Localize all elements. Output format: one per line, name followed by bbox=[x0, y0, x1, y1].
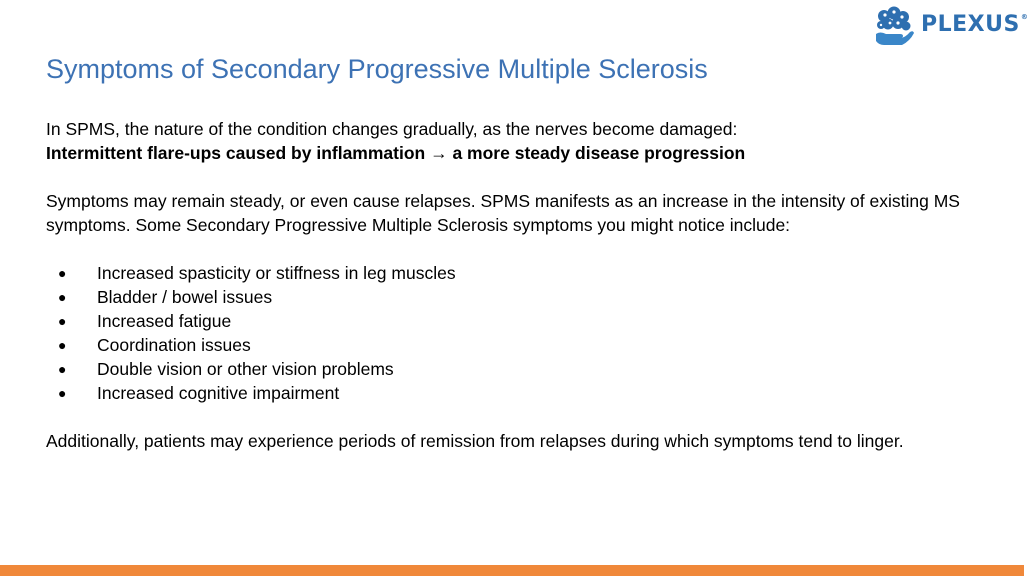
brain-hand-logo-icon bbox=[870, 4, 916, 50]
bullet-icon: ● bbox=[58, 385, 67, 401]
list-item-text: Bladder / bowel issues bbox=[97, 287, 273, 307]
list-item-text: Coordination issues bbox=[97, 335, 251, 355]
bullet-icon: ● bbox=[58, 361, 67, 377]
page-title: Symptoms of Secondary Progressive Multiple Sclerosis bbox=[46, 54, 708, 84]
list-item-text: Increased spasticity or stiffness in leg muscles bbox=[97, 263, 456, 283]
list-item bbox=[46, 381, 986, 405]
list-item-text: Increased cognitive impairment bbox=[97, 383, 340, 403]
emphasis-text: Intermittent flare-ups caused by inflammation → a more steady disease progression bbox=[46, 143, 746, 163]
list-item bbox=[46, 309, 986, 333]
bullet-icon: ● bbox=[58, 289, 67, 305]
closing-paragraph: Additionally, patients may experience periods of remission from relapses during which symptoms tend to linger. bbox=[46, 431, 904, 451]
slide-body bbox=[46, 117, 986, 453]
plexus-logo bbox=[870, 4, 1028, 50]
bullet-icon: ● bbox=[58, 337, 67, 353]
list-item-text: Double vision or other vision problems bbox=[97, 359, 394, 379]
logo-wordmark: PLEXUS® bbox=[921, 11, 1028, 37]
list-item bbox=[46, 357, 986, 381]
symptom-list bbox=[46, 261, 986, 405]
intro-text: In SPMS, the nature of the condition changes gradually, as the nerves become damaged: bbox=[46, 119, 738, 139]
list-item bbox=[46, 285, 986, 309]
list-item bbox=[46, 333, 986, 357]
bottom-accent-bar bbox=[0, 565, 1024, 576]
list-item bbox=[46, 261, 986, 285]
description-paragraph: Symptoms may remain steady, or even cause relapses. SPMS manifests as an increase in the intensity of existing MS symptoms. Some Secondary Progressive Multiple Sclerosis symptoms you might notice include: bbox=[46, 191, 960, 235]
registered-mark: ® bbox=[1020, 12, 1028, 21]
list-item-text: Increased fatigue bbox=[97, 311, 232, 331]
bullet-icon: ● bbox=[58, 313, 67, 329]
bullet-icon: ● bbox=[58, 265, 67, 281]
